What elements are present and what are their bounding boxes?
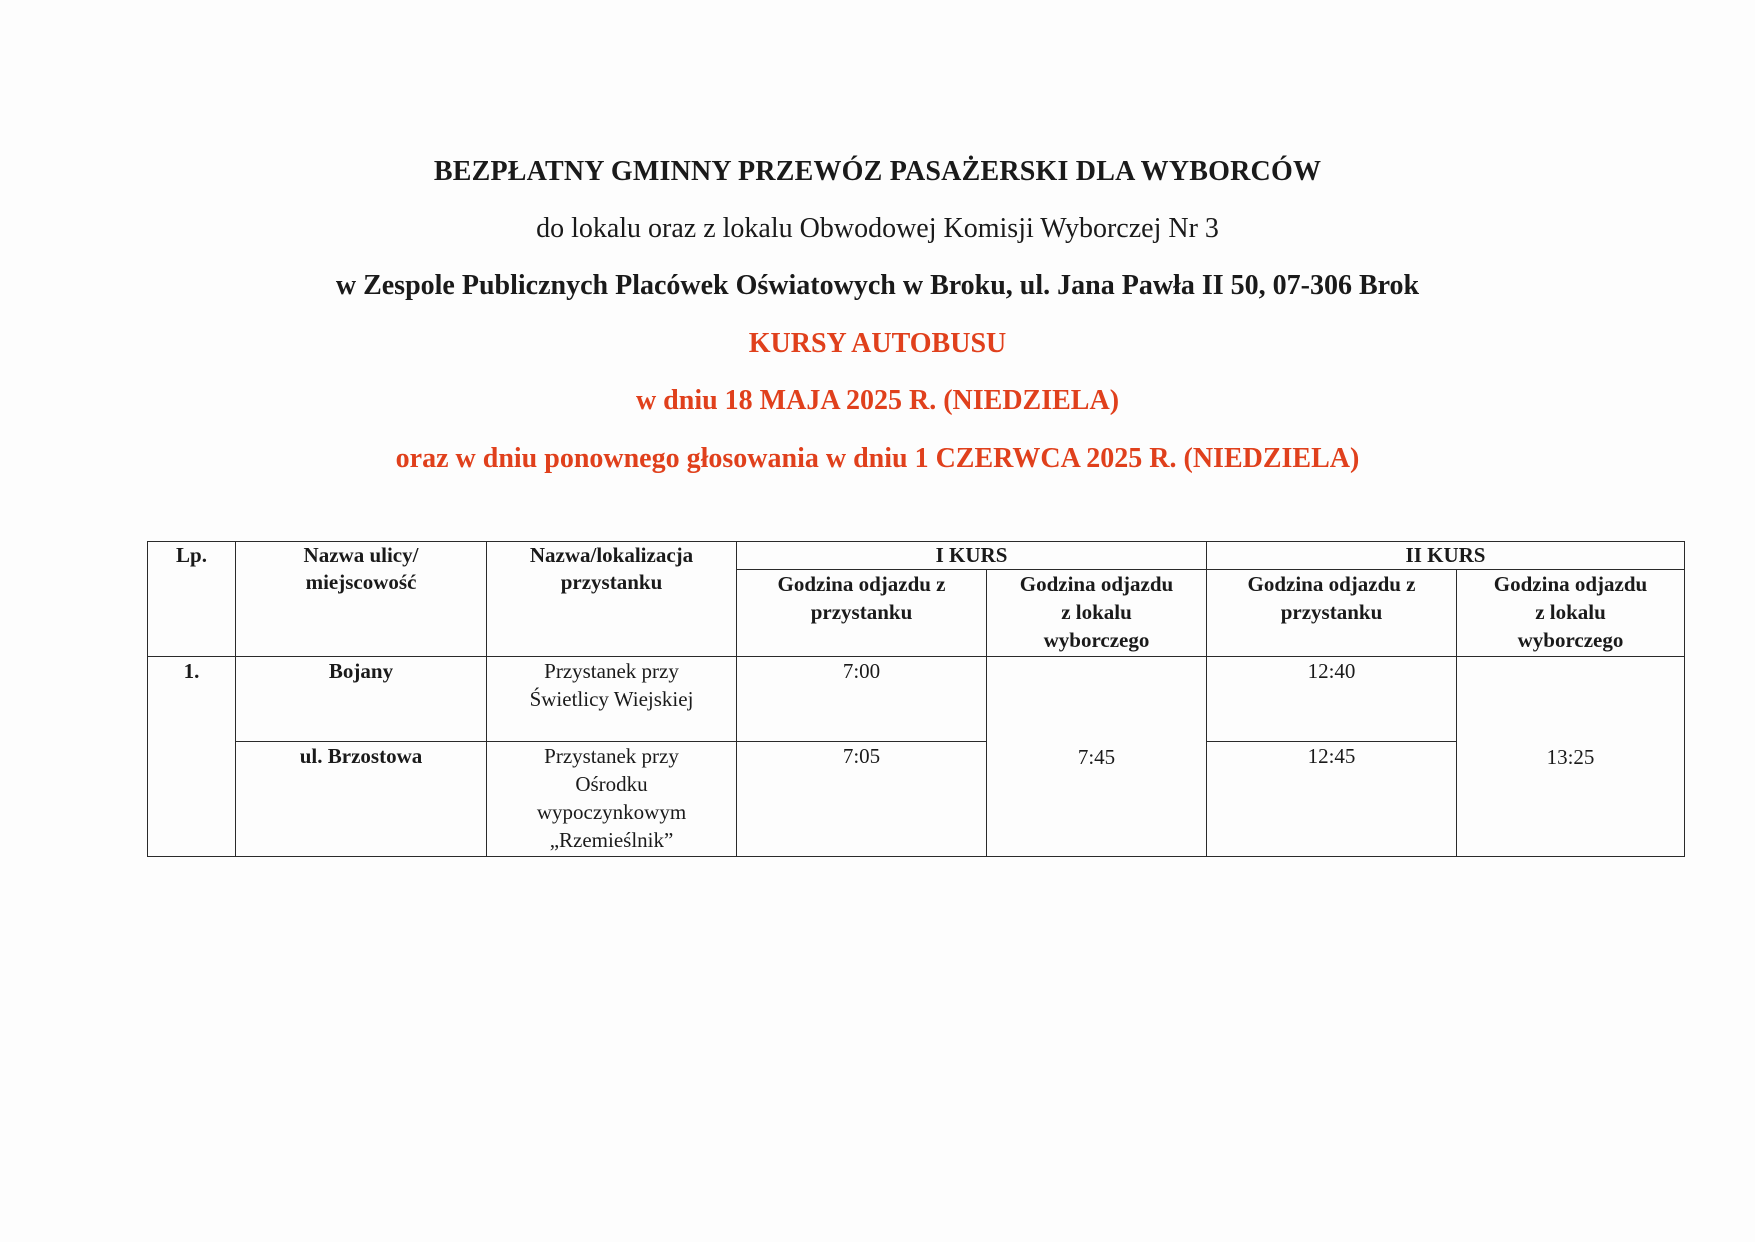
header-kurs-2: II KURS bbox=[1207, 542, 1685, 570]
document-title: BEZPŁATNY GMINNY PRZEWÓZ PASAŻERSKI DLA WYBORCÓW bbox=[433, 156, 1322, 187]
header-kurs2-depart-stop: Godzina odjazdu z przystanku bbox=[1207, 570, 1457, 657]
header-stop: Nazwa/lokalizacja przystanku bbox=[487, 542, 737, 657]
kurs1-polling-time: 7:45 bbox=[987, 657, 1207, 857]
row-street: ul. Brzostowa bbox=[236, 742, 487, 857]
election-date-2: oraz w dniu ponownego głosowania w dniu 1 CZERWCA 2025 R. (NIEDZIELA) bbox=[395, 443, 1360, 474]
election-date-1: w dniu 18 MAJA 2025 R. (NIEDZIELA) bbox=[635, 385, 1120, 416]
header-kurs-1: I KURS bbox=[737, 542, 1207, 570]
polling-location: w Zespole Publicznych Placówek Oświatowych w Broku, ul. Jana Pawła II 50, 07-306 Brok bbox=[335, 270, 1420, 301]
row-lp: 1. bbox=[148, 657, 236, 857]
bus-schedule-table bbox=[147, 541, 1685, 857]
document-subtitle: do lokalu oraz z lokalu Obwodowej Komisji Wyborczej Nr 3 bbox=[536, 213, 1219, 244]
header-kurs2-depart-polling: Godzina odjazdu z lokalu wyborczego bbox=[1457, 570, 1685, 657]
kurs2-polling-time: 13:25 bbox=[1457, 657, 1685, 857]
header-kurs1-depart-polling: Godzina odjazdu z lokalu wyborczego bbox=[987, 570, 1207, 657]
table-header-row bbox=[148, 542, 1685, 570]
table-row bbox=[148, 657, 1685, 742]
bus-routes-heading: KURSY AUTOBUSU bbox=[748, 328, 1007, 359]
row-kurs1-stop-time: 7:05 bbox=[737, 742, 987, 857]
row-stop: Przystanek przy Świetlicy Wiejskiej bbox=[487, 657, 737, 742]
row-kurs2-stop-time: 12:45 bbox=[1207, 742, 1457, 857]
row-stop: Przystanek przy Ośrodku wypoczynkowym „Rzemieślnik” bbox=[487, 742, 737, 857]
table-row bbox=[148, 742, 1685, 857]
row-kurs2-stop-time: 12:40 bbox=[1207, 657, 1457, 742]
header-kurs1-depart-stop: Godzina odjazdu z przystanku bbox=[737, 570, 987, 657]
row-kurs1-stop-time: 7:00 bbox=[737, 657, 987, 742]
header-lp: Lp. bbox=[148, 542, 236, 657]
header-street: Nazwa ulicy/ miejscowość bbox=[236, 542, 487, 657]
row-street: Bojany bbox=[236, 657, 487, 742]
